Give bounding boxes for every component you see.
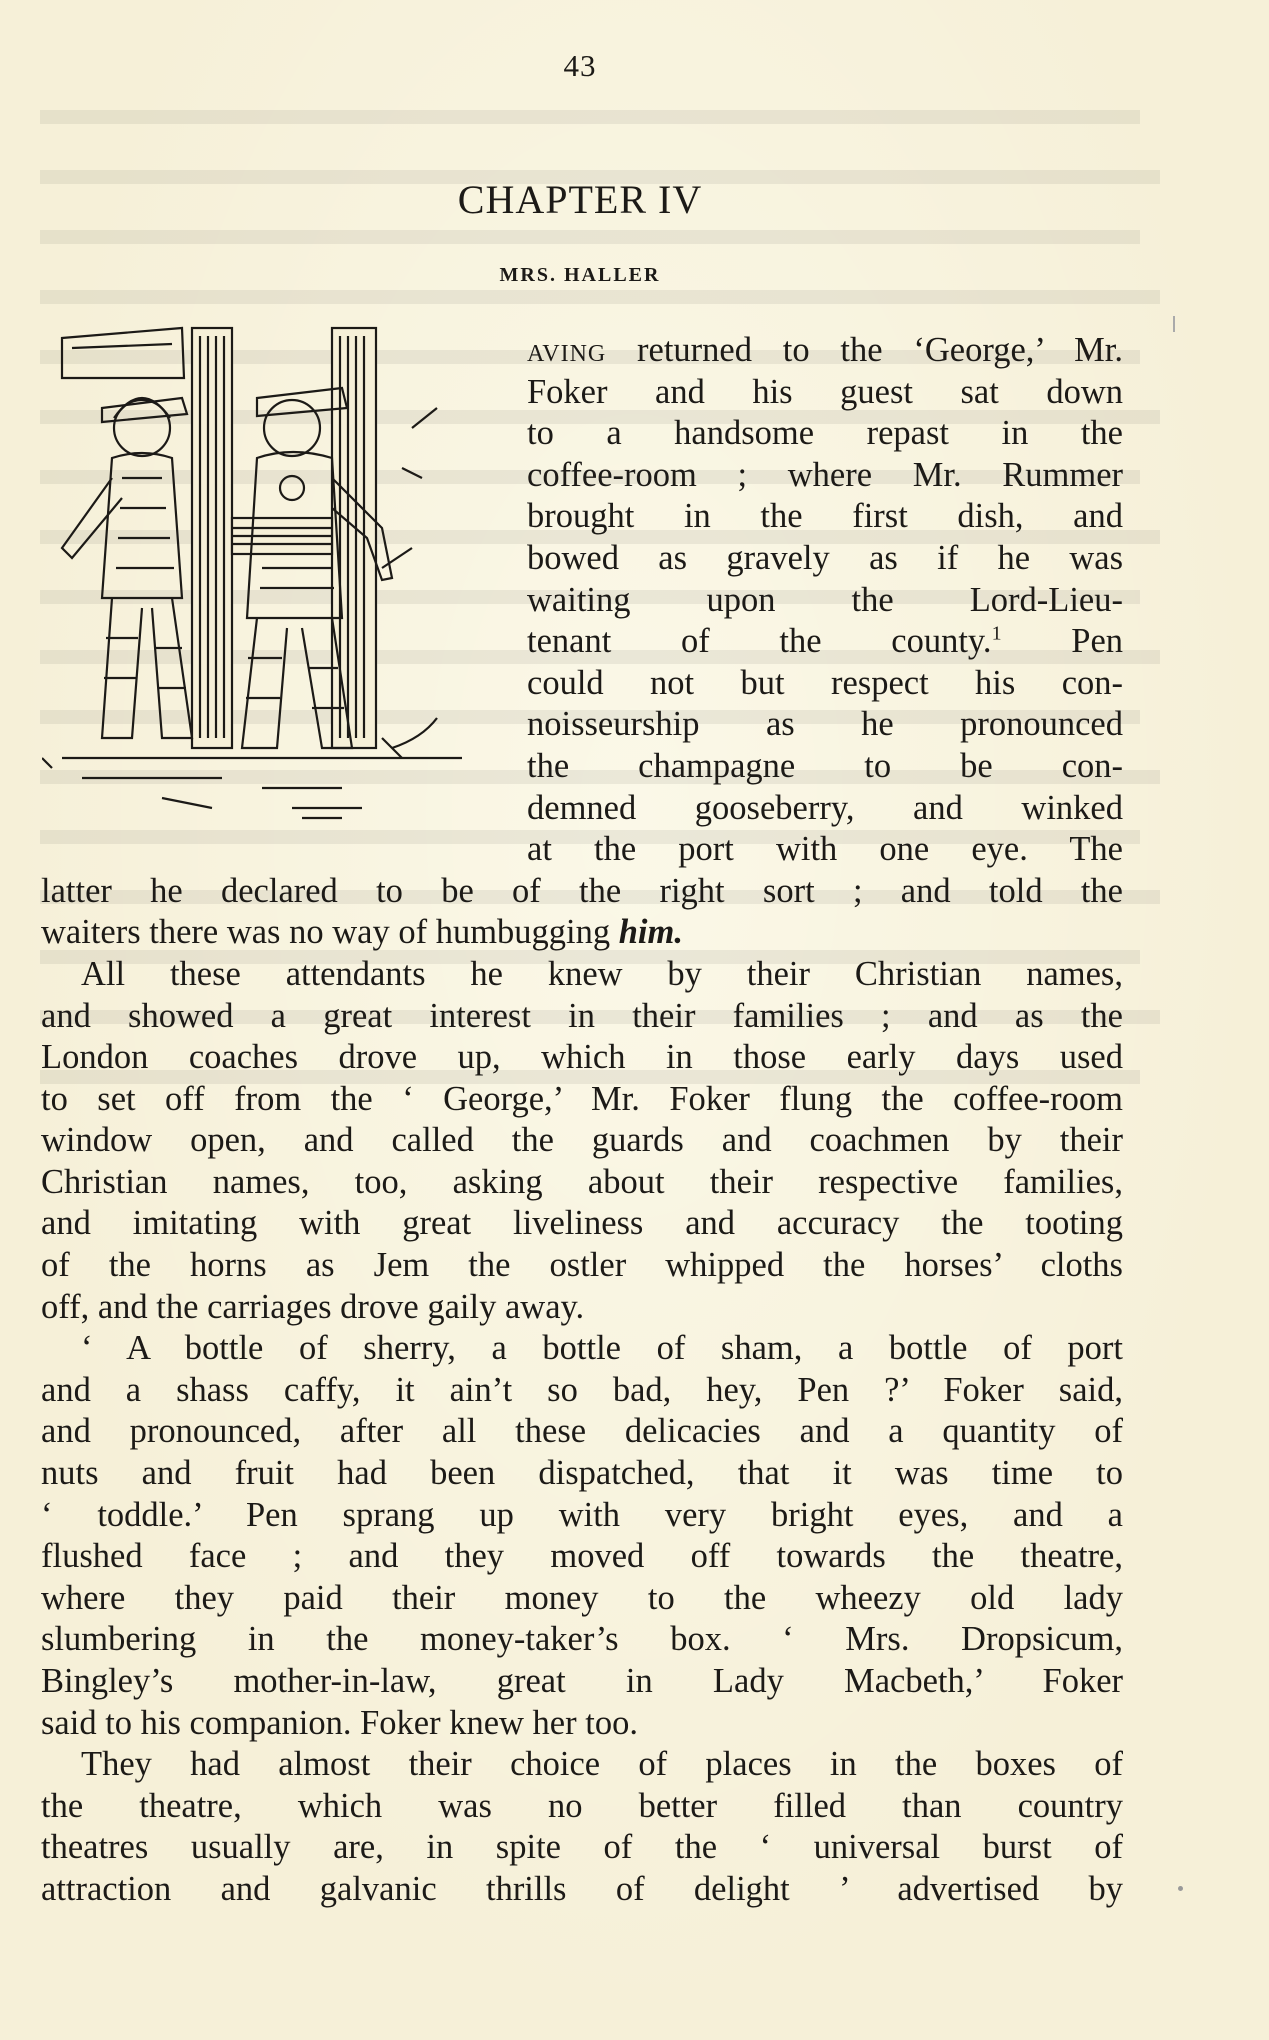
text-line-12: demned gooseberry, and winked (527, 788, 1123, 827)
text-line-36: the theatre, which was no better filled than country (41, 1786, 1123, 1825)
text-line-1: aving returned to the ‘George,’ Mr. (527, 331, 1123, 369)
chapter-title: CHAPTER IV (457, 177, 703, 222)
text-line-6: bowed as gravely as if he was (527, 538, 1123, 577)
text-line-31: where they paid their money to the wheezy old lady (41, 1578, 1123, 1617)
text-line-30: flushed face ; and they moved off towards the theatre, (41, 1537, 1123, 1576)
text-line-34: said to his companion. Foker knew her too. (41, 1703, 638, 1742)
chapter-subtitle: MRS. HALLER (499, 264, 661, 286)
text-line-35: They had almost their choice of places in the boxes of (81, 1745, 1123, 1784)
text-line-25: ‘ A bottle of sherry, a bottle of sham, a bottle of port (81, 1329, 1123, 1368)
text-line-29: ‘ toddle.’ Pen sprang up with very bright eyes, and a (41, 1495, 1123, 1534)
text-line-21: Christian names, too, asking about their respective families, (41, 1162, 1123, 1201)
text-line-10: noisseurship as he pronounced (527, 705, 1123, 744)
footnote-marker: 1 (991, 622, 1002, 645)
text-line-13: at the port with one eye. The (527, 830, 1123, 869)
text-line-26: and a shass caffy, it ain’t so bad, hey, Pen ?’ Foker said, (41, 1370, 1123, 1409)
text-line-17: and showed a great interest in their families ; and as the (41, 996, 1123, 1035)
text-line-15: waiters there was no way of humbugging him. (41, 913, 683, 952)
text-line-19: to set off from the ‘ George,’ Mr. Foker flung the coffee-room (41, 1079, 1123, 1118)
text-line-33: Bingley’s mother-in-law, great in Lady Macbeth,’ Foker (41, 1662, 1123, 1700)
opening-smallcaps: aving (527, 331, 607, 369)
text-line-20: window open, and called the guards and coachmen by their (41, 1121, 1123, 1160)
text-line-2: Foker and his guest sat down (527, 372, 1123, 411)
text-line-22: and imitating with great liveliness and accuracy the tooting (41, 1204, 1123, 1243)
text-line-27: and pronounced, after all these delicacies and a quantity of (41, 1412, 1123, 1451)
text-line-7: waiting upon the Lord-Lieu- (527, 580, 1123, 619)
text-line-24: off, and the carriages drove gaily away. (41, 1287, 585, 1326)
text-line-14: latter he declared to be of the right sort ; and told the (41, 871, 1123, 910)
text-line-28: nuts and fruit had been dispatched, that it was time to (41, 1454, 1123, 1493)
text-line-23: of the horns as Jem the ostler whipped the horses’ cloths (41, 1246, 1123, 1285)
text-line-18: London coaches drove up, which in those early days used (41, 1038, 1123, 1077)
margin-mark (1173, 316, 1175, 332)
text-line-16: All these attendants he knew by their Christian names, (81, 954, 1123, 993)
text-line-9: could not but respect his con- (527, 663, 1123, 702)
page-number: 43 (563, 48, 597, 83)
text-line-4: coffee-room ; where Mr. Rummer (527, 455, 1123, 494)
text-line-38: attraction and galvanic thrills of delight ’ advertised by (41, 1869, 1123, 1908)
text-line-5: brought in the first dish, and (527, 497, 1123, 536)
text-line-37: theatres usually are, in spite of the ‘ universal burst of (41, 1828, 1123, 1867)
text-line-3: to a handsome repast in the (527, 414, 1123, 453)
text-line-32: slumbering in the money-taker’s box. ‘ Mrs. Dropsicum, (41, 1620, 1123, 1659)
chapter-body-text (41, 330, 1123, 1911)
text-line-11: the champagne to be con- (527, 746, 1123, 785)
text-line-8: tenant of the county.$^1$ Pen (527, 622, 1124, 661)
emphasis-him: him. (618, 913, 683, 952)
edge-dot (1178, 1886, 1183, 1891)
